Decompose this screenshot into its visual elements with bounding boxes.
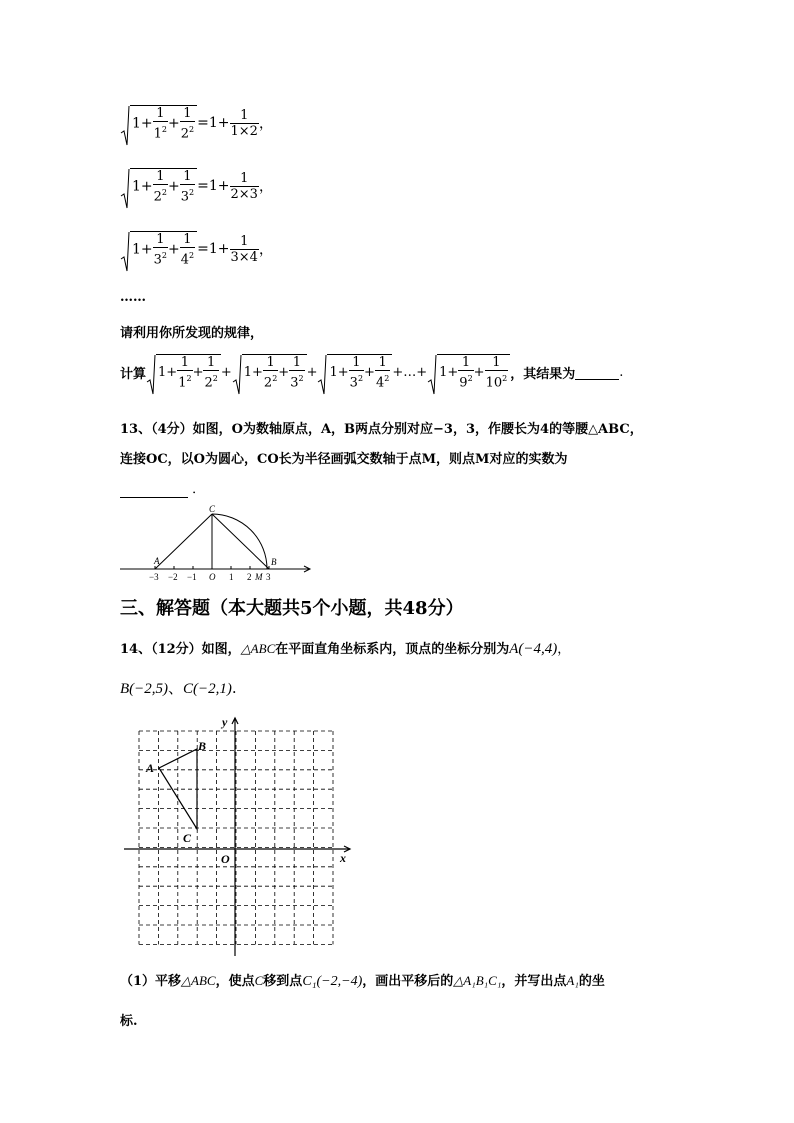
ellipsis: …… [120, 290, 146, 305]
formula-2: 1+ $\frac{1}{2^2}$ + $\frac{1}{3^2}$ = 1+ $\frac{1}{2\times 3}$ ， [120, 168, 273, 204]
sqrt-1: 1+ $\frac{1}{1^2}$ + $\frac{1}{2^2}$ [120, 105, 197, 141]
coordinate-grid-figure [118, 712, 358, 960]
origin-label: O [221, 852, 230, 866]
sqrt-2: 1+ $\frac{1}{2^2}$ + $\frac{1}{3^2}$ [120, 168, 197, 204]
tick-label: −2 [168, 572, 178, 582]
tick-label: −3 [149, 572, 159, 582]
tick-label: 2 [247, 572, 252, 582]
tick-label: 1 [229, 572, 234, 582]
tick-label: M [255, 572, 263, 582]
radical-sign-icon [120, 105, 130, 147]
instruction: 请利用你所发现的规律， [120, 326, 264, 341]
section-heading: 三、解答题（本大题共5个小题，共48分） [120, 598, 464, 619]
formula-1: 1+ $\frac{1}{1^2}$ + $\frac{1}{2^2}$ = 1+ $\frac{1}{1\times 2}$ ， [120, 105, 273, 141]
sub-question-1: （1）平移△ABC，使点C移到点C₁(−2,−4)，画出平移后的△A₁B₁C₁，并写出点A₁的坐 [120, 973, 605, 989]
compute-sqrt-4: 1+ $\frac{1}{9^2}$ + $\frac{1}{10^2}$ [427, 354, 510, 390]
compute-sqrt-3: 1+ $\frac{1}{3^2}$ + $\frac{1}{4^2}$ [317, 354, 392, 390]
y-axis-label: y [222, 715, 228, 729]
answer-blank-13[interactable] [120, 482, 188, 498]
compute-line: 计算 1+ $\frac{1}{1^2}$ + $\frac{1}{2^2}$ + 1+ $\frac{1}{2^2}$ + $\frac{1}{3^2}$ + 1+ $\frac{1}{3^2}$ + $\frac{1}{4^2}$ +…+ 1+ $\frac{1}{9^2}$ + $\frac{1}{10^2}$ ，其结果为 . [120, 354, 623, 390]
point-label-c: C [183, 831, 192, 845]
point-label-b: B [271, 557, 277, 567]
radical-sign-icon [232, 354, 242, 396]
sqrt-3: 1+ $\frac{1}{3^2}$ + $\frac{1}{4^2}$ [120, 231, 197, 267]
point-label-a: A [146, 761, 155, 775]
tick-label: −1 [187, 572, 197, 582]
q13-line2: 连接OC，以O为圆心，CO长为半径画弧交数轴于点M，则点M对应的实数为 [120, 452, 568, 467]
tick-label: 3 [266, 572, 271, 582]
radical-sign-icon [120, 168, 130, 210]
sub-question-1-cont: 标. [120, 1014, 138, 1029]
x-axis-label: x [340, 851, 346, 865]
formula-3: 1+ $\frac{1}{3^2}$ + $\frac{1}{4^2}$ = 1+ $\frac{1}{3\times 4}$ ， [120, 231, 273, 267]
compute-sqrt-2: 1+ $\frac{1}{2^2}$ + $\frac{1}{3^2}$ [232, 354, 307, 390]
q14-line1: 14、（12分）如图，△ABC在平面直角坐标系内，顶点的坐标分别为A(−4,4)， [120, 641, 571, 657]
radical-sign-icon [120, 231, 130, 273]
radical-sign-icon [317, 354, 327, 396]
tick-label: O [209, 572, 216, 582]
q13-answer: ． [120, 478, 205, 498]
q14-line2: B(−2,5)、C(−2,1). [120, 679, 237, 697]
radical-sign-icon [146, 354, 156, 396]
number-line-figure [118, 502, 318, 584]
answer-blank-12[interactable] [575, 364, 619, 380]
point-label-a: A [154, 556, 160, 566]
point-label-b: B [198, 739, 207, 753]
q13-line1: 13、（4分）如图，O为数轴原点，A，B两点分别对应−3，3，作腰长为4的等腰△ABC， [120, 422, 643, 437]
point-label-c: C [209, 504, 216, 514]
compute-sqrt-1: 1+ $\frac{1}{1^2}$ + $\frac{1}{2^2}$ [146, 354, 221, 390]
radical-sign-icon [427, 354, 437, 396]
segment-ac [155, 514, 212, 569]
